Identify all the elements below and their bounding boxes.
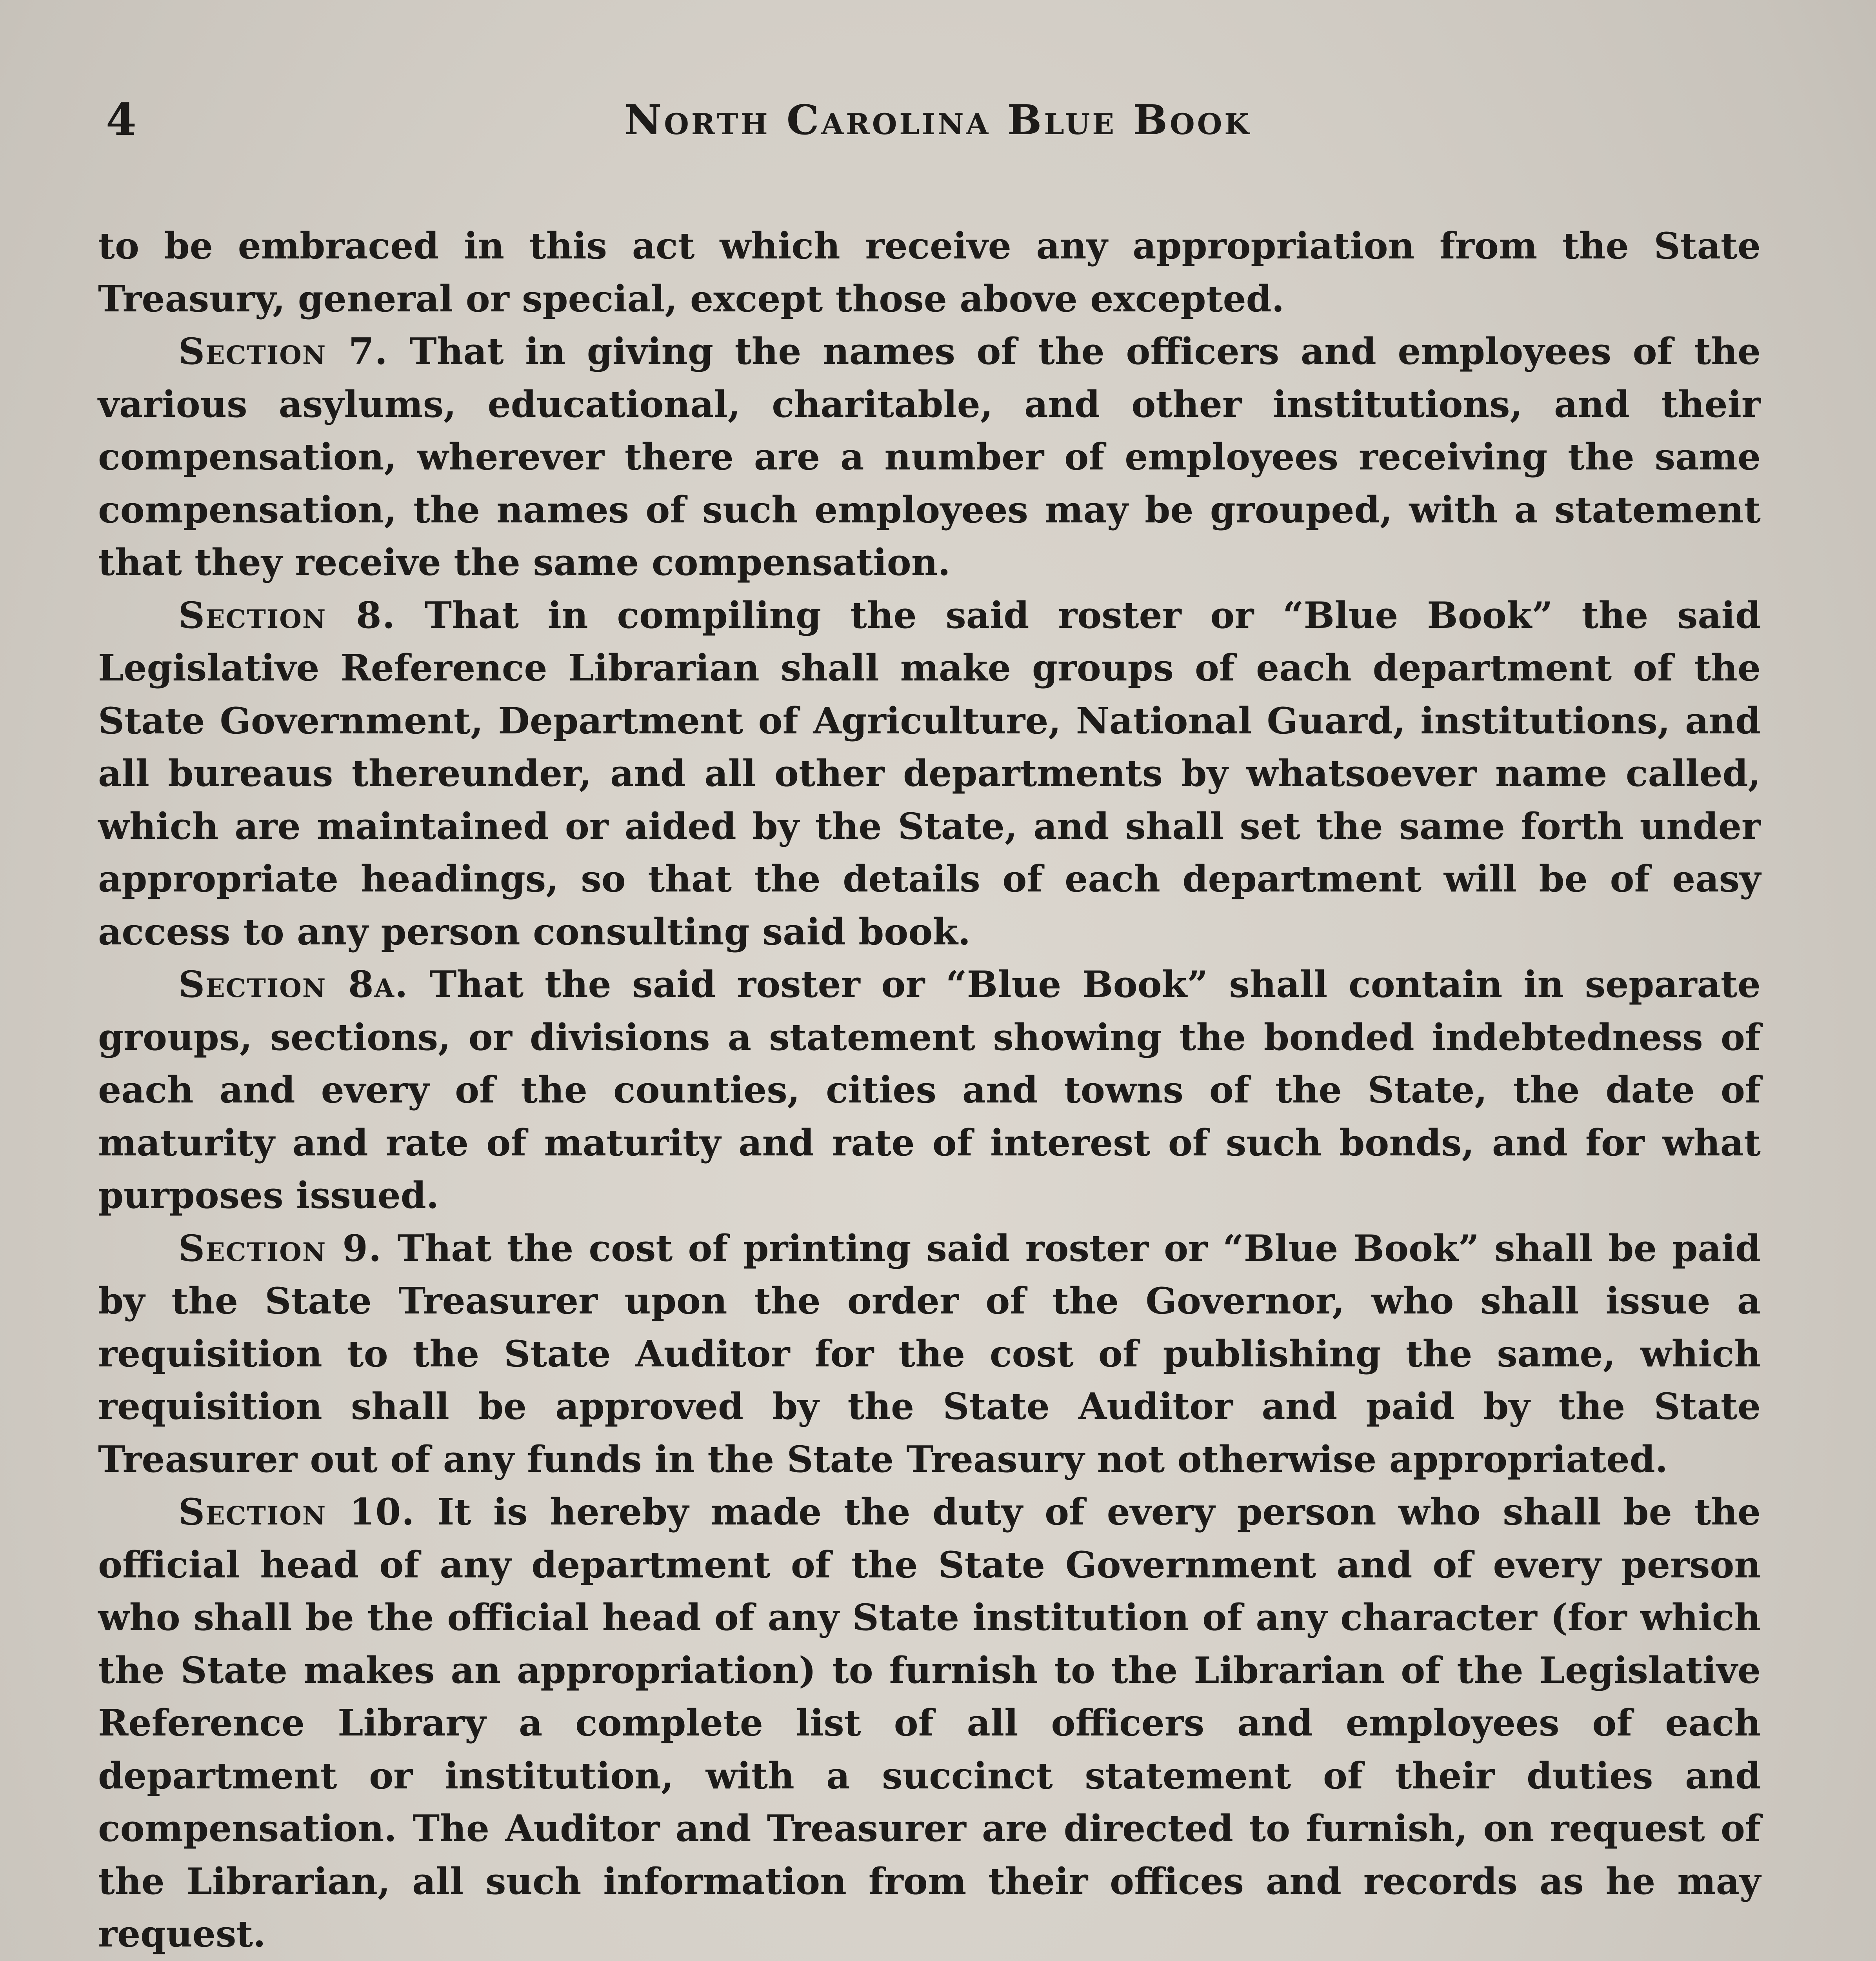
paragraph-text: That in compiling the said roster or “Blue Book” the said Legislative Reference Librarian shall make groups of each department of the State Government, Department of Agriculture, National Guard, institutions, and all bureaus thereunder, and all other departments by whatsoever name called, which are maintained or aided by the State, and shall set the same forth under appropriate headings, so that the details of each department will be of easy access to any person consulting said book. xyxy=(98,593,1761,953)
page-number: 4 xyxy=(106,94,136,146)
section-heading: Section 7. xyxy=(178,330,388,373)
paragraph-text: That in giving the names of the officers and employees of the various asylums, educational, charitable, and other institutions, and their compensation, wherever there are a number of employees receiving the same compensation, the names of such employees may be grouped, with a statement that they receive the same compensation. xyxy=(98,330,1761,584)
section-heading: Section 9. xyxy=(178,1226,382,1270)
paragraph-section-9 xyxy=(98,1222,1761,1486)
section-heading: Section 10. xyxy=(178,1490,415,1533)
paragraph-text: It is hereby made the duty of every person who shall be the official head of any department of the State Government and of every person who shall be the official head of any State institution of any character (for which the State makes an appropriation) to furnish to the Librarian of the Legislative Reference Library a complete list of all officers and employees of each department or institution, with a succinct statement of their duties and compensation. The Auditor and Treasurer are directed to furnish, on request of the Librarian, all such information from their offices and records as he may request. xyxy=(98,1490,1761,1955)
running-head: North Carolina Blue Book xyxy=(624,96,1252,144)
paragraph-section-8 xyxy=(98,589,1761,959)
page-body xyxy=(98,220,1761,1961)
paragraph-section-8a xyxy=(98,958,1761,1222)
section-heading: Section 8a. xyxy=(178,963,409,1006)
paragraph-section-10 xyxy=(98,1486,1761,1961)
paragraph-text: to be embraced in this act which receive any appropriation from the State Treasury, general or special, except those above excepted. xyxy=(98,224,1761,320)
page-header xyxy=(106,93,1770,147)
paragraph-text: That the cost of printing said roster or “Blue Book” shall be paid by the State Treasurer upon the order of the Governor, who shall issue a requisition to the State Auditor for the cost of publishing the same, which requisition shall be approved by the State Auditor and paid by the State Treasurer out of any funds in the State Treasury not otherwise appropriated. xyxy=(98,1226,1761,1481)
paragraph-section-7 xyxy=(98,325,1761,589)
paragraph-continuation xyxy=(98,220,1761,325)
section-heading: Section 8. xyxy=(178,593,396,637)
paragraph-text: That the said roster or “Blue Book” shall contain in separate groups, sections, or divisions a statement showing the bonded indebtedness of each and every of the counties, cities and towns of the State, the date of maturity and rate of maturity and rate of interest of such bonds, and for what purposes issued. xyxy=(98,963,1761,1217)
